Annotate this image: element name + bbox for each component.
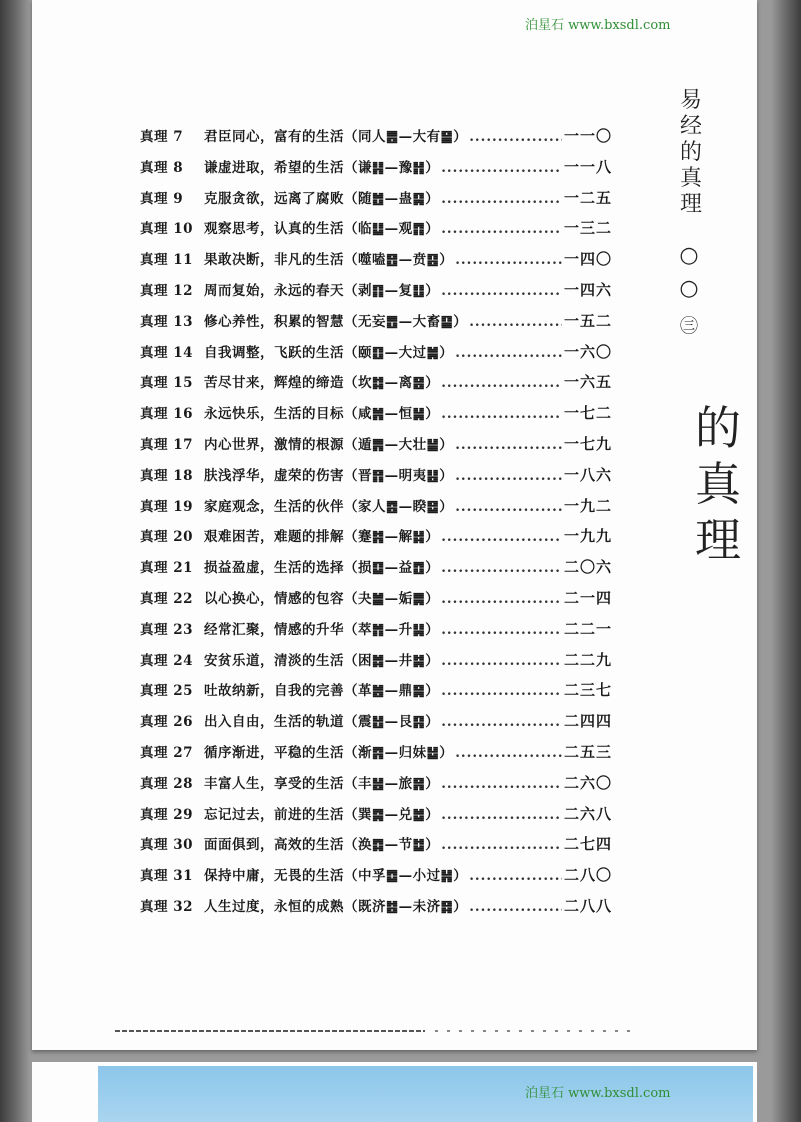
toc-entry-title: 修心养性，积累的智慧（无妄䷘—大畜䷙） [204,313,468,330]
toc-entry-number: 真理 26 [140,714,193,731]
toc-entry-page: 二三七 [563,681,612,700]
toc-entry-number: 真理 17 [140,436,193,453]
toc-entry[interactable] [140,248,612,279]
toc-entry-page: 一九九 [563,527,612,546]
dot-leader [441,837,562,853]
toc-entry-title: 周而复始，永远的春天（剥䷖—复䷗） [204,282,440,299]
toc-entry[interactable] [140,402,612,433]
page-number-char: ○ [679,243,699,268]
bottom-scan-marks [435,1030,635,1032]
toc-entry-page: 一五二 [563,311,612,330]
dot-leader [441,191,562,207]
toc-entry-number: 真理 18 [140,467,193,484]
toc-entry[interactable] [140,679,612,710]
toc-entry[interactable] [140,649,612,680]
toc-entry-page: 二一四 [563,588,612,607]
toc-entry-number: 真理 9 [140,190,184,207]
toc-entry-number: 真理 27 [140,744,193,761]
toc-entry-page: 一二五 [563,188,612,207]
page-number-char: ○ [679,276,699,301]
toc-entry-page: 一一〇 [563,127,612,145]
toc-entry-page: 二六〇 [563,773,612,792]
vertical-book-title [676,88,706,218]
large-section-title [688,400,748,568]
side-title-char: 的 [679,140,702,165]
toc-entry-page: 二二一 [563,619,612,638]
toc-entry-title: 安贫乐道，清淡的生活（困䷮—井䷯） [204,652,440,669]
table-of-contents [140,125,612,926]
dot-leader [441,807,562,823]
dot-leader [469,129,562,145]
toc-entry-title: 吐故纳新，自我的完善（革䷰—鼎䷱） [204,683,440,700]
toc-entry-page: 一九二 [563,496,612,515]
toc-entry-page: 二五三 [563,742,612,761]
toc-entry[interactable] [140,341,612,372]
dot-leader [455,437,562,453]
toc-entry[interactable] [140,433,612,464]
toc-entry-title: 肤浅浮华，虚荣的伤害（晋䷢—明夷䷣） [204,467,454,484]
side-title-char: 经 [679,114,702,139]
big-title-char: 理 [695,513,741,567]
toc-entry[interactable] [140,495,612,526]
watermark-bottom: 泊星石 www.bxsdl.com [525,1086,671,1101]
dot-leader [455,499,562,515]
toc-entry-page: 二二九 [563,650,612,669]
dot-leader [441,776,562,792]
dot-leader [469,899,562,915]
toc-entry-page: 一三二 [563,219,612,238]
toc-entry[interactable] [140,525,612,556]
toc-entry-title: 损益盈虚，生活的选择（损䷨—益䷩） [204,560,440,577]
toc-entry-title: 家庭观念，生活的伙伴（家人䷤—睽䷥） [204,498,454,515]
toc-entry-title: 经常汇聚，情感的升华（萃䷬—升䷭） [204,621,440,638]
dot-leader [469,314,562,330]
toc-entry-page: 一四六 [563,280,612,299]
big-title-char: 的 [695,401,741,455]
dot-leader [441,560,562,576]
toc-entry-number: 真理 19 [140,498,193,515]
dot-leader [455,745,562,761]
side-title-char: 理 [679,192,702,217]
toc-entry-number: 真理 31 [140,868,193,885]
toc-entry-page: 一六五 [563,373,612,392]
dot-leader [455,345,562,361]
toc-entry[interactable] [140,587,612,618]
toc-entry[interactable] [140,556,612,587]
toc-entry-title: 丰富人生，享受的生活（丰䷶—旅䷷） [204,775,440,792]
toc-entry-page: 二八〇 [563,866,612,885]
page-number-char: ㊂ [680,316,698,337]
dot-leader [441,622,562,638]
toc-entry-number: 真理 28 [140,775,193,792]
toc-entry-title: 面面俱到，高效的生活（涣䷺—节䷻） [204,837,440,854]
toc-entry-number: 真理 10 [140,221,193,238]
toc-entry[interactable] [140,772,612,803]
toc-entry-page: 一六〇 [563,342,612,361]
toc-entry-page: 一四〇 [563,250,612,269]
toc-entry-title: 克服贪欲，远离了腐败（随䷐—蛊䷑） [204,190,440,207]
dot-leader [441,160,562,176]
toc-entry[interactable] [140,217,612,248]
toc-entry-page: 一八六 [563,465,612,484]
dot-leader [441,406,562,422]
toc-entry-page: 二八八 [563,896,612,915]
toc-entry-page: 二七四 [563,835,612,854]
toc-entry-number: 真理 25 [140,683,193,700]
toc-entry[interactable] [140,279,612,310]
toc-entry[interactable] [140,741,612,772]
toc-entry-number: 真理 12 [140,282,193,299]
toc-entry-title: 永远快乐，生活的目标（咸䷞—恒䷟） [204,406,440,423]
watermark-top: 泊星石 www.bxsdl.com [525,18,671,33]
toc-entry-number: 真理 23 [140,621,193,638]
toc-entry-number: 真理 16 [140,406,193,423]
toc-entry-title: 内心世界，激情的根源（遁䷠—大壮䷡） [204,436,454,453]
toc-entry-number: 真理 32 [140,898,193,915]
toc-entry[interactable] [140,371,612,402]
toc-entry-number: 真理 15 [140,375,193,392]
toc-entry-title: 保持中庸，无畏的生活（中孚䷼—小过䷽） [204,868,468,885]
dot-leader [441,653,562,669]
dot-leader [455,468,562,484]
toc-entry[interactable] [140,895,612,926]
toc-entry-number: 真理 13 [140,313,193,330]
toc-entry[interactable] [140,156,612,187]
toc-entry-number: 真理 20 [140,529,193,546]
toc-entry-page: 二〇六 [563,558,612,577]
dot-leader [441,221,562,237]
toc-entry-number: 真理 30 [140,837,193,854]
toc-entry-title: 循序渐进，平稳的生活（渐䷴—归妹䷵） [204,744,454,761]
toc-entry-title: 出入自由，生活的轨道（震䷲—艮䷳） [204,714,440,731]
toc-entry[interactable] [140,803,612,834]
toc-entry[interactable] [140,464,612,495]
toc-entry-title: 君臣同心，富有的生活（同人䷌—大有䷍） [204,129,468,145]
toc-entry-number: 真理 24 [140,652,193,669]
dot-leader [441,283,562,299]
toc-entry-page: 一一八 [563,157,612,176]
toc-entry[interactable] [140,710,612,741]
side-title-char: 易 [679,88,702,113]
dot-leader [441,375,562,391]
dot-leader [441,591,562,607]
toc-entry-page: 二四四 [563,712,612,731]
dot-leader [469,868,562,884]
toc-entry-title: 忘记过去，前进的生活（巽䷸—兑䷹） [204,806,440,823]
dot-leader [455,252,562,268]
dot-leader [441,683,562,699]
toc-entry-title: 谦虚进取，希望的生活（谦䷎—豫䷏） [204,159,440,176]
side-title-char: 真 [679,166,702,191]
toc-entry-title: 苦尽甘来，辉煌的缔造（坎䷜—离䷝） [204,375,440,392]
toc-entry[interactable] [140,310,612,341]
toc-entry-number: 真理 14 [140,344,193,361]
toc-entry-title: 观察思考，认真的生活（临䷒—观䷓） [204,221,440,238]
toc-entry-page: 一七二 [563,404,612,423]
toc-entry[interactable] [140,125,612,156]
toc-entry-number: 真理 21 [140,560,193,577]
big-title-char: 真 [695,457,741,511]
toc-entry-number: 真理 22 [140,590,193,607]
toc-entry[interactable] [140,187,612,218]
toc-entry-number: 真理 8 [140,159,184,176]
toc-entry[interactable] [140,618,612,649]
toc-entry-number: 真理 29 [140,806,193,823]
toc-entry-title: 艰难困苦，难题的排解（蹇䷦—解䷧） [204,529,440,546]
dot-leader [441,714,562,730]
toc-entry[interactable] [140,833,612,864]
bottom-rule [115,1030,425,1032]
toc-entry-number: 真理 7 [140,129,184,145]
toc-entry-title: 人生过度，永恒的成熟（既济䷾—未济䷿） [204,898,468,915]
toc-entry-page: 一七九 [563,434,612,453]
toc-entry[interactable] [140,864,612,895]
toc-entry-page: 二六八 [563,804,612,823]
toc-entry-number: 真理 11 [140,252,193,269]
dot-leader [441,529,562,545]
toc-entry-title: 自我调整，飞跃的生活（颐䷚—大过䷛） [204,344,454,361]
toc-entry-title: 以心换心，情感的包容（夬䷪—姤䷫） [204,590,440,607]
toc-entry-title: 果敢决断，非凡的生活（噬嗑䷔—贲䷕） [204,252,454,269]
